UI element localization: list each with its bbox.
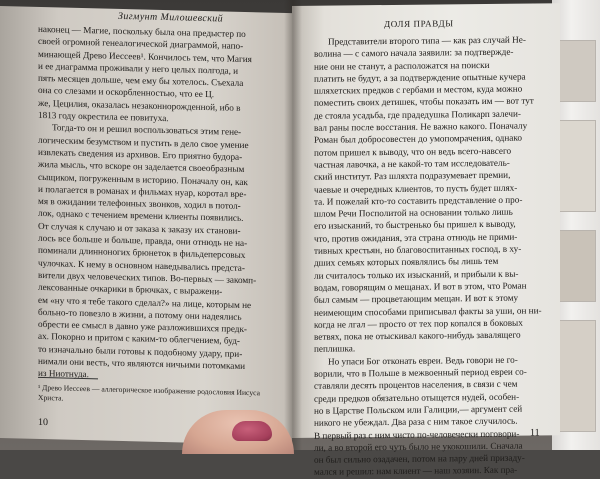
text-line: вители двух человеческих типов. Во-первых — закомп- [38,269,257,286]
text-line: нимали они весть, что являются ничьими потомками [38,355,246,372]
left-page-body [38,23,272,385]
right-page-body [314,33,542,478]
text-line: ли считалось только их изысканий, и прибыли к вы- [314,268,519,281]
author-running-head: Зигмунт Милошевский [118,10,224,25]
text-line: ветвях, пока не отыскивал какого-нибудь завалящего [314,329,521,342]
text-line: пять месяцев дольше, чем ему бы хотелось. Съехала [38,73,244,89]
text-line: Тогда-то он и решил воспользоваться этим гене- [52,122,242,138]
text-line: извлекать сведения из архивов. Его приятно будора- [38,146,243,162]
shelf-book [558,40,596,102]
text-line: шлом Речи Посполитой на основании только лишь [314,206,513,219]
text-line: дших семьях которых появлялись бы лишь тем [314,256,499,269]
text-line: логическим безумством и пустить в дело свое умение [38,134,249,150]
text-line: среди предков обязательно отыщется нудей, особен- [314,391,520,404]
text-line: поместить своих детишек, чтобы показать им — вот тут [314,95,534,109]
text-line: наконец — Магие, поскольку была она предыстер по [38,23,246,40]
text-line: и ее диаграмма проживали у него целых полгода, и [38,60,239,76]
text-line: ворили, что в Польше в межвоенный период евреи со- [314,366,527,379]
text-line: то изначально были готовы к подобному удару, при- [38,343,243,359]
text-line: платить не будут, а за подтверждение опытные кучера [314,71,526,84]
text-line: был самым — процветающим мещан. И вот к этому [314,292,519,306]
book-gutter-shadow [284,0,302,450]
text-line: Роман был добросовестен до умопомрачения, однако [314,132,522,146]
text-line: лексованные очкарики в брючках, с выражени- [38,282,223,297]
painted-fingernail [232,421,272,441]
text-line: но в Царстве Польском или Галиции,— аргумент сей [314,403,523,416]
text-line: никого не убеждал. Два раза с ним такое случилось. [314,415,518,428]
left-book-page [0,6,292,445]
text-line: частная лавочка, а не какой-то там исследователь- [314,157,510,170]
text-line: жила мысль, что вскоре он заделается своеобразным [38,159,245,175]
text-line: В первый раз с ним чисто по-человечески поговори- [314,428,520,441]
footnote: ¹ Древо Иессеев — аллегорическое изображение родословия Иисуса Христа. [38,382,260,403]
text-line: из Ниотнуда. [38,368,89,380]
text-line: Но упаси Бог отконать евреи. Ведь говори не го- [328,354,518,367]
text-line: своей огромной генеалогической диаграммой, напо- [38,36,244,52]
text-line: Представители второго типа — как раз случай Не- [328,34,526,47]
text-line: неимеющим способами приписывал факты за уши, он ни- [314,304,542,318]
page-number-right: 11 [530,427,540,439]
text-line: и полагается в романах и фильмах нуар, коротал вре- [38,183,247,199]
text-line: его изысканий, то быстренько бы пришел к выводу, [314,219,516,232]
shelf-book [558,120,596,212]
text-line: он был сильно озадачен, потом на пару дней призаду- [314,452,525,465]
right-book-page [292,3,560,478]
text-line: пеплишка. [314,343,356,355]
text-line: больно-то повезло в жизни, а потому они надеялись [38,306,242,322]
text-line: когда не лгал — просто от тех пор копался в боковых [314,317,523,330]
text-line: минающей Древо Иессеев¹. Кончилось тем, что Магия [38,48,252,64]
text-line: сыщиком, погруженным в историю. Поначалу он, как [38,171,248,187]
text-line: де стояла усадьба, где прадедушка Поликарп залечи- [314,108,521,121]
text-line: же, Цецилия, оказалась незаконнорожденной, ибо в [38,97,241,113]
shelf-book [558,230,596,302]
text-line: вал раны после восстания. Не важно какого. Поначалу [314,120,528,133]
text-line: мя в ожидании телефонных звонков, ходил в потол- [38,196,241,212]
text-line: ем «ну что я тебе такого сделал?» на лице, которым не [38,294,252,310]
text-line: ставляли десять процентов населения, в связи с чем [314,378,518,392]
text-line: потом пришел к выводу, что он ведь всего-навсего [314,145,512,158]
text-line: шляхетских предков с гербами и местом, куда можно [314,83,523,96]
text-line: лок, однако с течением времени клиенты появились. [38,208,244,224]
text-line: чаевые и очередных клиентов, то пусть будет шлях- [314,182,518,195]
text-line: чулочках. К нему в основном наведывались предста- [38,257,245,273]
text-line: та. И пожелай кто-то составить представление о про- [314,194,523,207]
title-running-head: ДОЛЯ ПРАВДЫ [384,18,454,30]
text-line: ах. Покорно и притом с каким-то облегчением, буд- [38,331,240,347]
text-line: тивных крестьян, но благовоспитанных господ, в ху- [314,243,522,256]
text-line: она со слезами и оскорбленностью, что ее Ц. [38,85,215,100]
text-line: 1813 году окрестила ее повитуха. [38,110,169,124]
text-line: обрести ее смысл в давно уже разложившихся предк- [38,319,247,335]
text-line: ский институт. Раз шляхта подразумевает премии, [314,169,511,183]
text-line: поминали длинноногих брюнеток в фильдеперсовых [38,245,246,261]
text-line: что, против ожидания, эта страна отнюдь не прими- [314,231,518,244]
shelf-book [558,320,596,432]
page-number-left: 10 [38,416,48,429]
text-line: ние они не станут, а расположатся на поиски [314,59,490,72]
text-line: мался и решил: нам клиент — наш хозяин. Как пра- [314,465,518,478]
text-line: волина — с самого начала заявили: за подтвержде- [314,46,514,60]
text-line: лось все больше и больше, правда, они отнюдь не на- [38,232,248,249]
text-line: ли, а во второй его чуть было не укокошили. Сначала [314,440,523,453]
text-line: От случая к случаю и от заказа к заказу их станови- [38,220,241,236]
text-line: водам, говорящим о мещанах. И вот в этом, что Роман [314,280,527,293]
